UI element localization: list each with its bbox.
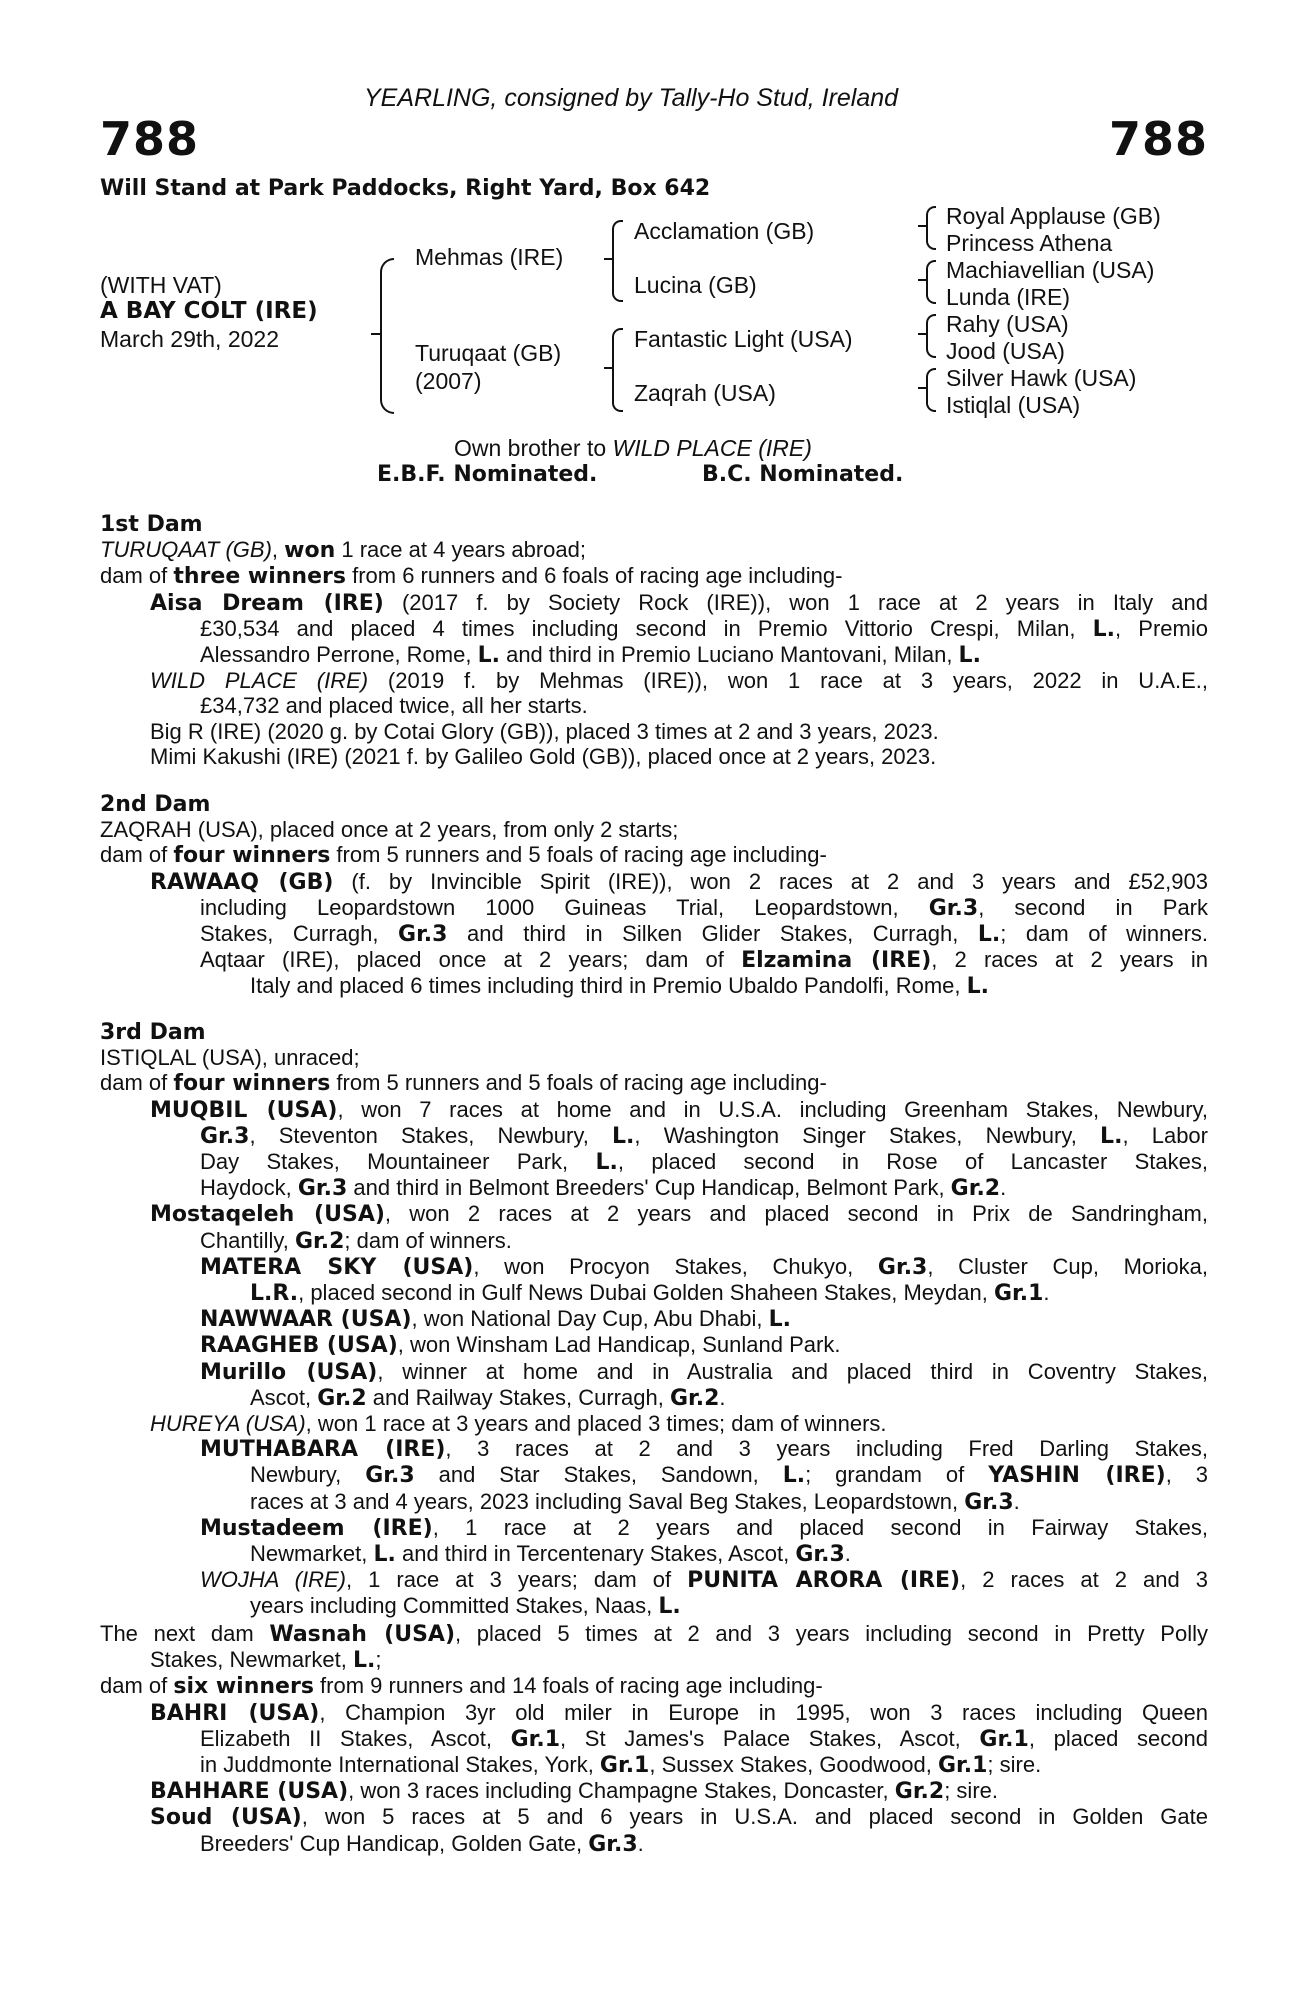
plain-text: , won 3 races including Champagne Stakes, Doncaster, [348,1778,895,1804]
text-line [100,1070,1208,1096]
dam-year: (2007) [415,368,482,394]
progeny-line [100,668,1208,693]
text-line [100,817,1208,842]
first-dam-title: 1st Dam [100,512,203,537]
text-line [100,1831,1208,1857]
dam-dam: Zaqrah (USA) [634,380,776,406]
progeny-line [100,1804,1208,1830]
sire-sire: Acclamation (GB) [634,218,815,244]
plain-text: £30,534 and placed 4 times including second in Premio Vittorio Crespi, Milan, [200,615,1093,641]
plain-text: (2017 f. by Society Rock (IRE)), won 1 race at 2 years in Italy and [383,589,1208,615]
bold-text: Gr.3 [365,1463,415,1489]
plain-text: , won 7 races at home and in U.S.A. including Greenham Stakes, Newbury, [337,1096,1209,1122]
sire-dam: Lucina (GB) [634,272,757,298]
bold-text: NAWWAAR (USA) [200,1307,412,1333]
plain-text: Haydock, [200,1175,298,1201]
bold-text: Gr.2 [317,1385,367,1411]
plain-text: , Champion 3yr old miler in Europe in 1995, won 3 races including Queen [319,1699,1208,1725]
text-line [100,1045,1208,1070]
plain-text: , [271,537,285,563]
plain-text: , 1 race at 2 years and placed second in Fairway Stakes, [432,1514,1208,1540]
plain-text: , Cluster Cup, Morioka, [927,1253,1208,1279]
own-brother-prefix: Own brother to [454,435,613,461]
bold-text: Gr.1 [993,1281,1044,1307]
bold-text: L. [373,1542,396,1568]
plain-text: Newmarket, [250,1541,374,1567]
dam-brace-tip [604,367,612,369]
plain-text: ; grandam of [805,1462,989,1488]
plain-text: including Leopardstown 1000 Guineas Trial, Leopardstown, [200,894,929,920]
text-line [100,1489,1208,1515]
bold-text: Gr.2 [894,1779,945,1805]
bold-text: RAAGHEB (USA) [200,1333,398,1359]
text-line [100,537,1208,563]
text-line [100,973,1208,999]
text-line [100,842,1208,868]
gg-brace-3 [926,314,936,358]
plain-text: , won Procyon Stakes, Chukyo, [473,1253,878,1279]
bold-text: MATERA SKY (USA) [200,1254,474,1280]
bold-text: Mustadeem (IRE) [200,1515,433,1541]
progeny-line [100,744,1208,769]
first-dam-section [100,512,1208,769]
plain-text: ; dam of winners. [344,1227,512,1253]
text-line [100,1462,1208,1488]
bold-text: L. [1100,1123,1123,1149]
bold-text: L. [977,922,1001,948]
plain-text: from 6 runners and 6 foals of racing age including- [345,563,843,589]
gg-rahy: Rahy (USA) [946,311,1069,337]
plain-text: , 1 race at 3 years; dam of [346,1567,688,1593]
bc-nominated: B.C. Nominated. [702,462,904,487]
plain-text: , placed second in Rose of Lancaster Stakes, [617,1149,1208,1175]
second-dam-title: 2nd Dam [100,792,211,817]
bold-text: L. [658,1594,681,1620]
plain-text: . [719,1384,726,1410]
gg-royal-applause: Royal Applause (GB) [946,203,1161,229]
bold-text: YASHIN (IRE) [988,1463,1166,1489]
plain-text: , St James's Palace Stakes, Ascot, [560,1725,980,1751]
plain-text: Chantilly, [200,1227,295,1253]
progeny-line [100,947,1208,973]
bold-text: Gr.1 [937,1753,988,1779]
bold-text: Gr.1 [979,1726,1029,1752]
bold-text: L.R. [250,1281,299,1307]
italic-text: WILD PLACE (IRE) [150,668,369,694]
progeny-line [100,1332,1208,1358]
plain-text: dam of [100,1070,174,1096]
plain-text: and third in Tercentenary Stakes, Ascot, [395,1541,796,1567]
consignment-line: YEARLING, consigned by Tally-Ho Stud, Ireland [364,84,899,112]
progeny-line [100,1567,1208,1593]
plain-text: ISTIQLAL (USA), unraced; [100,1045,360,1071]
lot-number-left: 788 [100,112,200,166]
plain-text: 1 race at 4 years abroad; [335,537,586,563]
progeny-line [100,1097,1208,1123]
plain-text: years including Committed Stakes, Naas, [250,1593,659,1619]
bold-text: PUNITA ARORA (IRE) [687,1568,961,1594]
plain-text: , 2 races at 2 years in [931,947,1208,973]
plain-text: in Juddmonte International Stakes, York, [200,1752,600,1778]
plain-text: and third in Silken Glider Stakes, Curragh, [447,921,978,947]
text-line [100,895,1208,921]
plain-text: from 9 runners and 14 foals of racing age including- [313,1673,823,1699]
plain-text: , placed second in Gulf News Dubai Golden Shaheen Stakes, Meydan, [298,1280,994,1306]
gg-brace-tip-4 [918,387,926,389]
progeny-line [100,869,1208,895]
ebf-nominated: E.B.F. Nominated. [377,462,598,487]
plain-text: , 3 [1165,1462,1208,1488]
plain-text: Newbury, [250,1462,366,1488]
plain-text: dam of [100,842,174,868]
own-brother-note [454,435,812,462]
text-line [100,1228,1208,1254]
bold-text: four winners [173,1071,331,1097]
third-dam-section [100,1020,1208,1620]
progeny-line [100,1411,1208,1436]
plain-text: , second in Park [978,894,1209,920]
plain-text: , won 1 race at 3 years and placed 3 times; dam of winners. [305,1411,887,1437]
text-line [100,1123,1208,1149]
plain-text: Breeders' Cup Handicap, Golden Gate, [200,1830,589,1856]
stand-location: Will Stand at Park Paddocks, Right Yard, Box 642 [100,176,711,201]
bold-text: L. [768,1307,791,1333]
plain-text: , Steventon Stakes, Newbury, [249,1122,613,1148]
italic-text: TURUQAAT (GB) [100,537,272,563]
progeny-line [100,1201,1208,1227]
bold-text: Gr.2 [950,1176,1001,1202]
progeny-line [100,1515,1208,1541]
bold-text: Gr.2 [669,1385,720,1411]
gg-lunda: Lunda (IRE) [946,284,1071,310]
plain-text: Stakes, Newmarket, [150,1647,353,1673]
plain-text: ZAQRAH (USA), placed once at 2 years, from only 2 starts; [100,817,679,843]
gg-machiavellian: Machiavellian (USA) [946,257,1155,283]
bold-text: Gr.1 [599,1753,650,1779]
bold-text: Gr.3 [795,1542,845,1568]
bold-text: RAWAAQ (GB) [150,869,334,895]
plain-text: and Railway Stakes, Curragh, [366,1384,670,1410]
plain-text: races at 3 and 4 years, 2023 including Saval Beg Stakes, Leopardstown, [250,1488,965,1514]
plain-text: , 3 races at 2 and 3 years including Fred Darling Stakes, [445,1436,1209,1462]
plain-text: Stakes, Curragh, [200,921,399,947]
bold-text: MUQBIL (USA) [150,1097,338,1123]
text-line [100,693,1208,718]
plain-text: , Premio [1115,615,1208,641]
italic-text: HUREYA (USA) [150,1411,306,1437]
plain-text: (2019 f. by Mehmas (IRE)), won 1 race at 3 years, 2022 in U.A.E., [368,668,1208,694]
lot-number-right: 788 [1108,112,1208,166]
plain-text: , Labor [1122,1122,1208,1148]
bold-text: Gr.2 [294,1228,345,1254]
next-dam-section [100,1621,1208,1857]
text-line [100,563,1208,589]
bold-text: Gr.3 [588,1831,638,1857]
second-dam-section [100,792,1208,1000]
plain-text: Alessandro Perrone, Rome, [200,642,478,668]
plain-text: and Star Stakes, Sandown, [414,1462,783,1488]
progeny-line [100,719,1208,744]
bold-text: L. [352,1648,376,1674]
gg-brace-tip-3 [918,333,926,335]
gg-jood: Jood (USA) [946,338,1065,364]
gg-silver-hawk: Silver Hawk (USA) [946,365,1137,391]
text-line [100,1385,1208,1411]
bold-text: L. [595,1150,618,1176]
bold-text: three winners [173,564,346,590]
plain-text: , placed 5 times at 2 and 3 years including second in Pretty Polly [455,1621,1208,1646]
plain-text: , placed second [1028,1725,1209,1751]
plain-text: Big R (IRE) (2020 g. by Cotai Glory (GB)), placed 3 times at 2 and 3 years, 2023. [150,718,939,744]
bold-text: Gr.3 [928,895,979,921]
sire-name: Mehmas (IRE) [415,244,564,270]
plain-text: Elizabeth II Stakes, Ascot, [200,1725,511,1751]
text-line [100,1280,1208,1306]
text-line [100,921,1208,947]
plain-text: , won National Day Cup, Abu Dhabi, [411,1306,769,1332]
plain-text: Ascot, [250,1384,318,1410]
progeny-line [100,1254,1208,1280]
plain-text: , 2 races at 2 and 3 [960,1567,1209,1593]
plain-text: Day Stakes, Mountaineer Park, [200,1149,596,1175]
plain-text: from 5 runners and 5 foals of racing age including- [330,842,827,868]
bold-text: Gr.3 [964,1489,1014,1515]
plain-text: and third in Premio Luciano Mantovani, Milan, [499,642,959,668]
text-line [100,616,1208,642]
plain-text: £34,732 and placed twice, all her starts. [200,693,588,719]
plain-text: , winner at home and in Australia and placed third in Coventry Stakes, [377,1358,1208,1384]
progeny-line [100,1700,1208,1726]
plain-text: . [637,1830,644,1856]
plain-text: (f. by Invincible Spirit (IRE)), won 2 races at 2 and 3 years and £52,903 [333,868,1208,894]
plain-text: . [844,1541,851,1567]
bold-text: BAHRI (USA) [150,1700,320,1726]
text-line [100,1752,1208,1778]
plain-text: dam of [100,1673,174,1699]
bold-text: L. [477,643,500,669]
bold-text: Gr.3 [200,1123,250,1149]
pedigree-brace-tip [371,333,380,335]
plain-text: , Washington Singer Stakes, Newbury, [634,1122,1101,1148]
horse-dob: March 29th, 2022 [100,326,280,352]
bold-text: four winners [173,843,331,869]
dam-name: Turuqaat (GB) [415,340,562,366]
text-line [100,1647,1208,1673]
text-line [100,642,1208,668]
gg-princess-athena: Princess Athena [946,230,1113,256]
gg-brace-4 [926,368,936,412]
pedigree-brace [380,258,394,414]
gg-brace-tip-1 [918,225,926,227]
progeny-line [100,1359,1208,1385]
plain-text: Mimi Kakushi (IRE) (2021 f. by Galileo Gold (GB)), placed once at 2 years, 2023. [150,743,937,769]
plain-text: ; dam of winners. [1000,921,1209,947]
bold-text: Aisa Dream (IRE) [150,590,384,616]
bold-text: Soud (USA) [150,1805,302,1831]
plain-text: , won Winsham Lad Handicap, Sunland Park. [397,1332,841,1358]
text-line [100,1149,1208,1175]
plain-text: and third in Belmont Breeders' Cup Handicap, Belmont Park, [347,1175,951,1201]
bold-text: Elzamina (IRE) [741,948,932,974]
gg-istiqlal: Istiqlal (USA) [946,392,1081,418]
third-dam-title: 3rd Dam [100,1020,206,1045]
plain-text: from 5 runners and 5 foals of racing age including- [330,1070,827,1096]
plain-text: Italy and placed 6 times including third in Premio Ubaldo Pandolfi, Rome, [250,973,967,999]
plain-text: . [1013,1488,1020,1514]
horse-name: A BAY COLT (IRE) [100,298,318,324]
plain-text: ; [375,1647,382,1673]
text-line [100,1175,1208,1201]
bold-text: Murillo (USA) [200,1359,378,1385]
bold-text: L. [966,974,989,1000]
plain-text: Aqtaar (IRE), placed once at 2 years; dam of [200,947,742,973]
vat-note: (WITH VAT) [100,272,222,298]
bold-text: six winners [173,1674,314,1700]
plain-text: , won 5 races at 5 and 6 years in U.S.A. and placed second in Golden Gate [301,1804,1208,1830]
plain-text: ; sire. [987,1752,1042,1778]
gg-brace-2 [926,260,936,304]
progeny-line [100,1778,1208,1804]
bold-text: Gr.3 [877,1254,928,1280]
text-line [100,1673,1208,1699]
bold-text: Gr.1 [510,1726,561,1752]
plain-text: , Sussex Stakes, Goodwood, [649,1752,938,1778]
text-line [100,1593,1208,1619]
dam-brace [612,328,623,412]
bold-text: Mostaqeleh (USA) [150,1202,385,1228]
bold-text: won [284,538,336,564]
text-line [100,1621,1208,1647]
sire-brace [612,220,623,302]
progeny-line [100,1306,1208,1332]
bold-text: Gr.3 [297,1176,348,1202]
progeny-line [100,1436,1208,1462]
plain-text: dam of [100,563,174,589]
plain-text: . [1043,1280,1050,1306]
bold-text: BAHHARE (USA) [150,1779,349,1805]
text-line [100,1541,1208,1567]
bold-text: L. [1092,616,1116,642]
gg-brace-tip-2 [918,279,926,281]
gg-brace-1 [926,206,936,250]
italic-text: WOJHA (IRE) [200,1567,346,1593]
bold-text: Wasnah (USA) [269,1622,456,1647]
progeny-line [100,590,1208,616]
bold-text: L. [782,1463,806,1489]
plain-text: . [1000,1175,1007,1201]
bold-text: Gr.3 [398,922,448,948]
plain-text: The next dam [100,1621,270,1646]
dam-sire: Fantastic Light (USA) [634,326,853,352]
bold-text: L. [612,1123,635,1149]
text-line [100,1726,1208,1752]
own-brother-name: WILD PLACE (IRE) [612,435,812,461]
plain-text: , won 2 races at 2 years and placed second in Prix de Sandringham, [384,1201,1208,1227]
plain-text: ; sire. [944,1778,998,1804]
bold-text: L. [958,643,981,669]
bold-text: MUTHABARA (IRE) [200,1437,446,1463]
sire-brace-tip [604,258,612,260]
